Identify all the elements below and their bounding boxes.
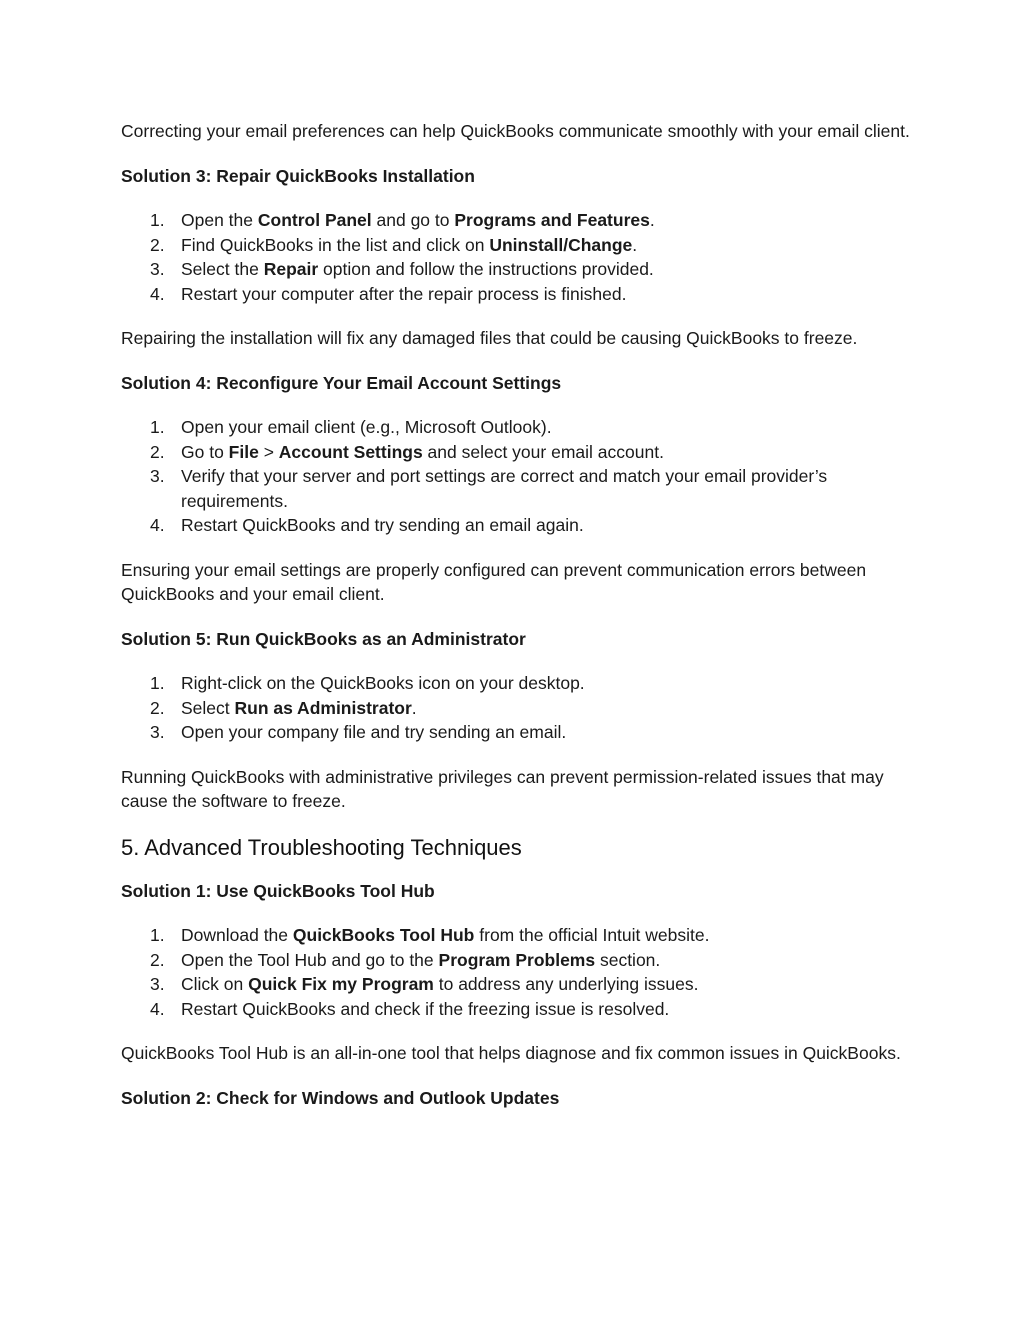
- list-number: 1.: [150, 673, 165, 693]
- step-text: Select: [181, 697, 235, 718]
- step-text: and go to: [371, 210, 455, 230]
- step-text: Open your email client (e.g., Microsoft Outlook).: [181, 417, 552, 437]
- solution-4-summary: Ensuring your email settings are properly configured can prevent communication errors between QuickBooks and your email client.: [121, 559, 867, 604]
- list-number: 3.: [150, 722, 165, 742]
- solution-5-steps: [121, 671, 911, 745]
- step-text: Restart QuickBooks and try sending an email again.: [181, 515, 584, 535]
- list-item: [121, 208, 911, 233]
- list-number: 1.: [150, 210, 165, 230]
- list-item: [121, 696, 911, 721]
- solution-4-steps: [121, 415, 911, 538]
- list-number: 4.: [150, 998, 165, 1019]
- step-text: Go to: [181, 441, 229, 462]
- bold-term: Repair: [263, 259, 319, 279]
- list-item: [121, 282, 911, 307]
- solution-3-heading: Solution 3: Repair QuickBooks Installation: [121, 165, 475, 186]
- list-number: 4.: [150, 283, 165, 304]
- step-text: Select the: [181, 259, 264, 279]
- list-item: [121, 671, 911, 696]
- list-item: [121, 997, 911, 1022]
- solution-5-heading: Solution 5: Run QuickBooks as an Administrator: [121, 628, 526, 649]
- list-number: 3.: [150, 974, 165, 994]
- step-text: .: [411, 697, 417, 718]
- bold-term: Program Problems: [438, 949, 596, 970]
- list-item: [121, 923, 911, 948]
- bold-term: QuickBooks Tool Hub: [292, 925, 475, 945]
- list-number: 3.: [150, 466, 165, 486]
- step-text: Right-click on the QuickBooks icon on your desktop.: [181, 673, 585, 693]
- advanced-solution-1-summary: QuickBooks Tool Hub is an all-in-one tool that helps diagnose and fix common issues in QuickBooks.: [121, 1043, 901, 1063]
- list-item: [121, 440, 911, 465]
- bold-term: Programs and Features: [454, 210, 650, 230]
- solution-4-heading: Solution 4: Reconfigure Your Email Account Settings: [121, 372, 562, 393]
- list-item: [121, 464, 911, 513]
- advanced-solution-1-steps: [121, 923, 911, 1021]
- step-text: Click on: [181, 974, 249, 994]
- advanced-solution-1-heading: Solution 1: Use QuickBooks Tool Hub: [121, 880, 435, 901]
- bold-term: Account Settings: [278, 441, 423, 462]
- list-item: [121, 233, 911, 258]
- step-text: .: [632, 234, 638, 255]
- step-text: Restart your computer after the repair process is finished.: [181, 283, 627, 304]
- list-item: [121, 948, 911, 973]
- document-page: [121, 119, 911, 1130]
- list-number: 2.: [150, 441, 165, 462]
- step-text: section.: [595, 949, 661, 970]
- step-text: Restart QuickBooks and check if the freezing issue is resolved.: [181, 998, 670, 1019]
- list-number: 2.: [150, 697, 165, 718]
- solution-5-summary: Running QuickBooks with administrative privileges can prevent permission-related issues that may cause the software to freeze.: [121, 766, 884, 811]
- list-item: [121, 415, 911, 440]
- step-text: Download the: [181, 925, 293, 945]
- solution-3-steps: [121, 208, 911, 306]
- list-item: [121, 513, 911, 538]
- bold-term: Control Panel: [257, 210, 372, 230]
- step-text: Open your company file and try sending an email.: [181, 722, 567, 742]
- step-text: from the official Intuit website.: [474, 925, 710, 945]
- step-text: .: [649, 210, 655, 230]
- bold-term: Run as Administrator: [234, 697, 412, 718]
- list-number: 1.: [150, 925, 165, 945]
- list-number: 4.: [150, 515, 165, 535]
- bold-term: Quick Fix my Program: [248, 974, 434, 994]
- step-text: to address any underlying issues.: [433, 974, 699, 994]
- step-text: and select your email account.: [422, 441, 664, 462]
- step-text: Find QuickBooks in the list and click on: [181, 234, 490, 255]
- step-text: >: [258, 441, 279, 462]
- list-number: 2.: [150, 949, 165, 970]
- step-text: Open the Tool Hub and go to the: [181, 949, 439, 970]
- advanced-solution-2-heading: Solution 2: Check for Windows and Outlook Updates: [121, 1087, 560, 1108]
- step-text: Verify that your server and port settings are correct and match your email provider’s requirements.: [181, 466, 828, 511]
- list-item: [121, 972, 911, 997]
- solution-3-summary: Repairing the installation will fix any damaged files that could be causing QuickBooks to freeze.: [121, 328, 858, 348]
- bold-term: Uninstall/Change: [489, 234, 633, 255]
- list-number: 3.: [150, 259, 165, 279]
- list-number: 1.: [150, 417, 165, 437]
- intro-paragraph: Correcting your email preferences can help QuickBooks communicate smoothly with your email client.: [121, 121, 910, 141]
- bold-term: File: [228, 441, 259, 462]
- list-number: 2.: [150, 234, 165, 255]
- step-text: option and follow the instructions provided.: [318, 259, 654, 279]
- list-item: [121, 257, 911, 282]
- section-5-title: 5. Advanced Troubleshooting Techniques: [121, 834, 522, 860]
- step-text: Open the: [181, 210, 258, 230]
- list-item: [121, 720, 911, 745]
